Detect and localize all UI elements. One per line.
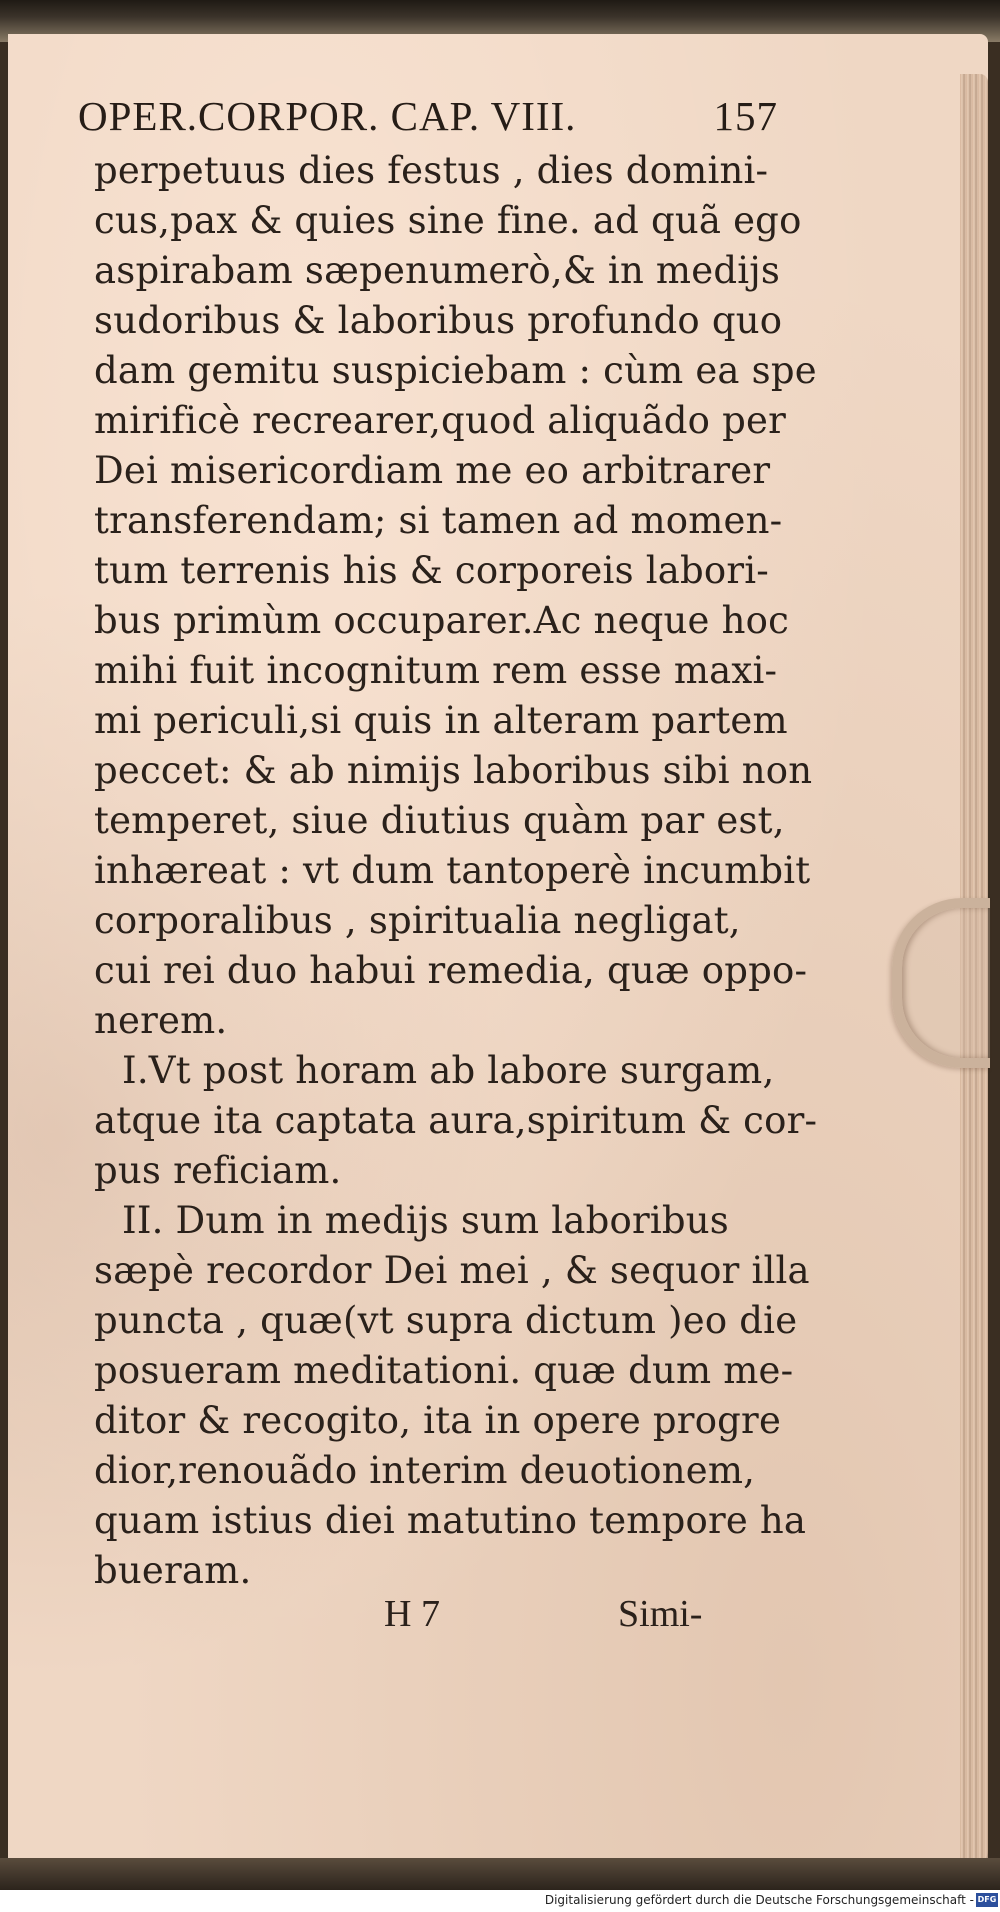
text-line: posueram meditationi. quæ dum me- — [94, 1349, 794, 1392]
text-line: tum terrenis his & corporeis labori- — [94, 549, 769, 592]
funding-credit: Digitalisierung gefördert durch die Deutsche Forschungsgemeinschaft - — [544, 1893, 974, 1907]
text-line: quam istius diei matutino tempore ha — [94, 1499, 807, 1542]
dfg-logo-icon: DFG — [976, 1893, 998, 1907]
text-line: I.Vt post horam ab labore surgam, — [122, 1049, 775, 1092]
text-line: mirificè recrearer,quod aliquãdo per — [94, 399, 786, 442]
text-line: sæpè recordor Dei mei , & sequor illa — [94, 1249, 810, 1292]
signature-mark: H 7 — [384, 1593, 440, 1635]
book-bottom-edge — [0, 1858, 1000, 1890]
text-line: dior,renouãdo interim deuotionem, — [94, 1449, 756, 1492]
text-line: inhæreat : vt dum tantoperè incumbit — [94, 849, 811, 892]
text-line: mihi fuit incognitum rem esse maxi- — [94, 649, 778, 692]
text-line: pus reficiam. — [94, 1149, 342, 1192]
text-line: puncta , quæ(vt supra dictum )eo die — [94, 1299, 798, 1342]
text-line: bueram. — [94, 1549, 252, 1592]
text-line: transferendam; si tamen ad momen- — [94, 499, 783, 542]
running-head — [78, 92, 778, 140]
text-line: ditor & recogito, ita in opere progre — [94, 1399, 782, 1442]
credit-bar — [0, 1890, 1000, 1912]
text-line: sudoribus & laboribus profundo quo — [94, 299, 783, 342]
text-line: mi periculi,si quis in alteram partem — [94, 699, 788, 742]
text-line: bus primùm occuparer.Ac neque hoc — [94, 599, 790, 642]
text-line: aspirabam sæpenumerò,& in medijs — [94, 249, 781, 292]
running-head-title: OPER.CORPOR. CAP. VIII. — [78, 93, 577, 139]
text-line: cui rei duo habui remedia, quæ oppo- — [94, 949, 808, 992]
text-line: temperet, siue diutius quàm par est, — [94, 799, 785, 842]
text-line: nerem. — [94, 999, 228, 1042]
catchword: Simi- — [618, 1593, 703, 1635]
text-line: dam gemitu suspiciebam : cùm ea spe — [94, 349, 817, 392]
text-line: cus,pax & quies sine fine. ad quã ego — [94, 199, 802, 242]
page-number: 157 — [713, 93, 778, 139]
page-footer — [34, 1592, 754, 1642]
text-line: II. Dum in medijs sum laboribus — [122, 1199, 729, 1242]
text-line: peccet: & ab nimijs laboribus sibi non — [94, 749, 813, 792]
text-line: perpetuus dies festus , dies domini- — [94, 149, 769, 192]
text-line: corporalibus , spiritualia negligat, — [94, 899, 741, 942]
text-line: Dei misericordiam me eo arbitrarer — [94, 449, 771, 492]
text-line: atque ita captata aura,spiritum & cor- — [94, 1099, 818, 1142]
